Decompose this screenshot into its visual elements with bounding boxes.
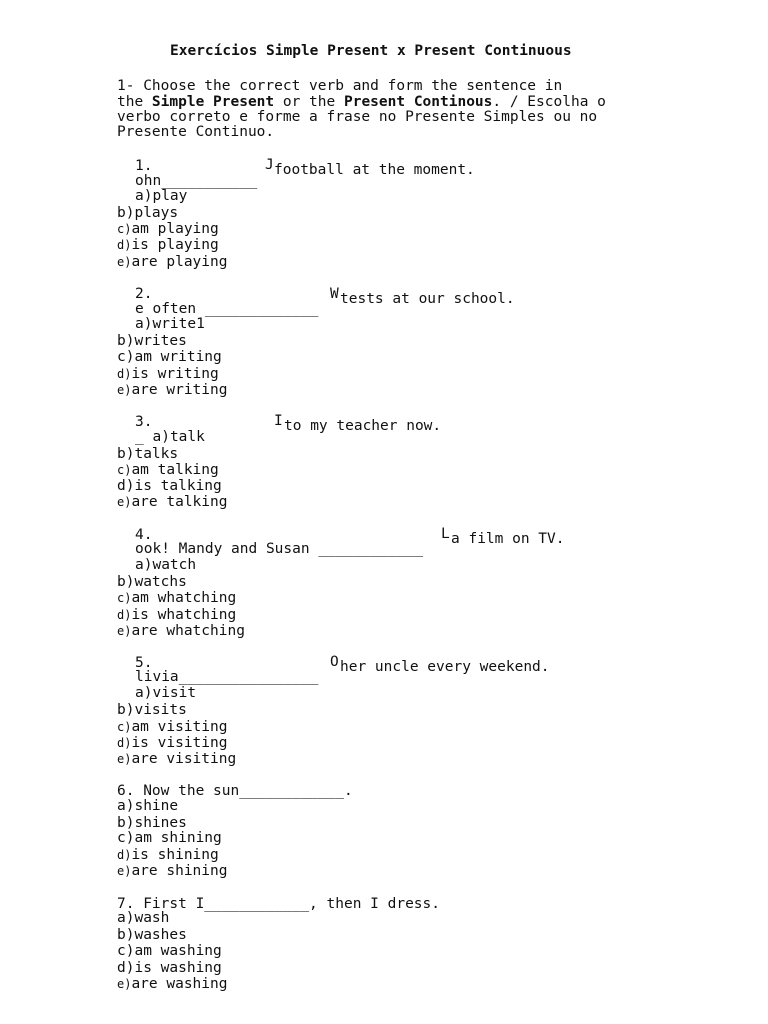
option-text: am whatching [131, 590, 237, 606]
option-letter: d) [117, 238, 132, 252]
option-letter: d) [117, 960, 135, 976]
option-a [135, 557, 196, 573]
question-number: 3. [135, 414, 153, 430]
option-c [117, 830, 222, 846]
option-text: visits [134, 702, 187, 718]
option-letter: b) [117, 333, 135, 349]
question-stem: 7. First I____________, then I dress. [117, 896, 441, 912]
option-d [117, 847, 219, 863]
option-a [135, 685, 196, 701]
option-text: am shining [134, 830, 222, 846]
option-letter: e) [117, 624, 132, 638]
option-text: are writing [131, 382, 228, 398]
option-text: plays [134, 205, 179, 221]
option-letter: d) [117, 367, 132, 381]
option-text: talks [134, 446, 179, 462]
option-text: washes [134, 927, 187, 943]
option-letter: c) [117, 591, 132, 605]
option-letter: c) [117, 830, 135, 846]
option-c [117, 943, 222, 959]
question-initial: W [330, 286, 339, 302]
option-text: are whatching [131, 623, 245, 639]
option-letter: a) [117, 798, 135, 814]
option-d [117, 478, 222, 494]
page-title: Exercícios Simple Present x Present Continuous [170, 43, 572, 59]
option-d [117, 607, 236, 623]
option-letter: c) [117, 463, 132, 477]
instruction-simple-present: Simple Present [151, 94, 275, 110]
question-number: 5. [135, 655, 153, 671]
question-initial: L [441, 526, 450, 542]
option-a [135, 316, 205, 332]
question-stem: _ [135, 429, 153, 445]
question-number: 1. [135, 158, 153, 174]
option-text: are talking [131, 494, 228, 510]
option-letter: c) [117, 720, 132, 734]
option-text: is writing [131, 366, 219, 382]
option-e [117, 623, 245, 639]
option-d [117, 237, 219, 253]
option-letter: a) [117, 910, 135, 926]
question-initial: I [274, 413, 283, 429]
question-tail: to my teacher now. [284, 418, 442, 434]
question-tail: football at the moment. [274, 162, 475, 178]
option-text: shines [134, 815, 187, 831]
option-d [117, 960, 222, 976]
option-e [117, 382, 227, 398]
question-initial: O [330, 654, 339, 670]
option-letter: c) [117, 349, 135, 365]
option-letter: b) [117, 927, 135, 943]
option-text: am talking [131, 462, 219, 478]
option-letter: a) [135, 188, 153, 204]
option-letter: a) [135, 316, 153, 332]
question-number: 4. [135, 527, 153, 543]
option-letter: b) [117, 574, 135, 590]
option-letter: c) [117, 943, 135, 959]
option-letter: a) [135, 557, 153, 573]
option-b [117, 446, 178, 462]
option-letter: a) [152, 429, 170, 445]
option-letter: d) [117, 736, 132, 750]
option-letter: e) [117, 255, 132, 269]
option-text: are washing [131, 976, 228, 992]
option-letter: b) [117, 205, 135, 221]
option-letter: b) [117, 446, 135, 462]
option-text: is visiting [131, 735, 228, 751]
option-text: write1 [152, 316, 205, 332]
option-c [117, 719, 227, 735]
option-b [117, 574, 187, 590]
option-e [117, 751, 236, 767]
option-letter: e) [117, 752, 132, 766]
instruction-line-3: verbo correto e forme a frase no Presente Simples ou no [117, 109, 598, 125]
option-text: is shining [131, 847, 219, 863]
option-c [117, 349, 222, 365]
option-b [117, 927, 187, 943]
option-b [117, 815, 187, 831]
instruction-text: or the [274, 94, 344, 110]
option-b [117, 205, 178, 221]
option-e [117, 494, 227, 510]
option-text: are shining [131, 863, 228, 879]
question-tail: a film on TV. [451, 531, 565, 547]
option-c [117, 590, 236, 606]
option-letter: d) [117, 478, 135, 494]
option-a [117, 910, 169, 926]
option-letter: b) [117, 702, 135, 718]
option-text: is talking [134, 478, 222, 494]
instruction-present-continuous: Present Continous [343, 94, 493, 110]
question-stem: livia________________ [135, 669, 319, 685]
option-c [117, 221, 219, 237]
option-c [117, 462, 219, 478]
option-text: watchs [134, 574, 187, 590]
option-b [117, 702, 187, 718]
question-stem: ook! Mandy and Susan ____________ [135, 541, 424, 557]
instruction-line-2 [117, 94, 606, 110]
option-b [117, 333, 187, 349]
option-a [117, 798, 178, 814]
question-stem: ohn___________ [135, 173, 258, 189]
option-letter: c) [117, 222, 132, 236]
option-letter: e) [117, 383, 132, 397]
instruction-text: the [117, 94, 152, 110]
instruction-line-1: 1- Choose the correct verb and form the sentence in [117, 78, 563, 94]
option-text: is washing [134, 960, 222, 976]
option-text: am visiting [131, 719, 228, 735]
question-stem: 6. Now the sun____________. [117, 783, 353, 799]
option-letter: d) [117, 608, 132, 622]
option-text: play [152, 188, 188, 204]
question-stem: e often _____________ [135, 301, 319, 317]
option-letter: e) [117, 864, 132, 878]
option-text: am washing [134, 943, 222, 959]
option-text: is whatching [131, 607, 237, 623]
option-letter: e) [117, 977, 132, 991]
option-letter: e) [117, 495, 132, 509]
option-letter: a) [135, 685, 153, 701]
option-text: talk [169, 429, 205, 445]
option-text: visit [152, 685, 197, 701]
option-letter: b) [117, 815, 135, 831]
option-letter: d) [117, 848, 132, 862]
option-text: wash [134, 910, 170, 926]
option-text: am writing [134, 349, 222, 365]
option-d [117, 366, 219, 382]
option-text: watch [152, 557, 197, 573]
option-a [135, 429, 205, 445]
option-text: are visiting [131, 751, 237, 767]
option-a [135, 188, 187, 204]
option-e [117, 976, 227, 992]
question-tail: tests at our school. [340, 291, 515, 307]
question-initial: J [265, 157, 274, 173]
option-text: are playing [131, 254, 228, 270]
option-text: is playing [131, 237, 219, 253]
option-text: am playing [131, 221, 219, 237]
option-text: writes [134, 333, 187, 349]
question-number: 2. [135, 286, 153, 302]
option-d [117, 735, 227, 751]
option-e [117, 254, 227, 270]
instruction-text: . / Escolha o [492, 94, 606, 110]
option-e [117, 863, 227, 879]
question-tail: her uncle every weekend. [340, 659, 550, 675]
option-text: shine [134, 798, 179, 814]
instruction-line-4: Presente Continuo. [117, 124, 275, 140]
